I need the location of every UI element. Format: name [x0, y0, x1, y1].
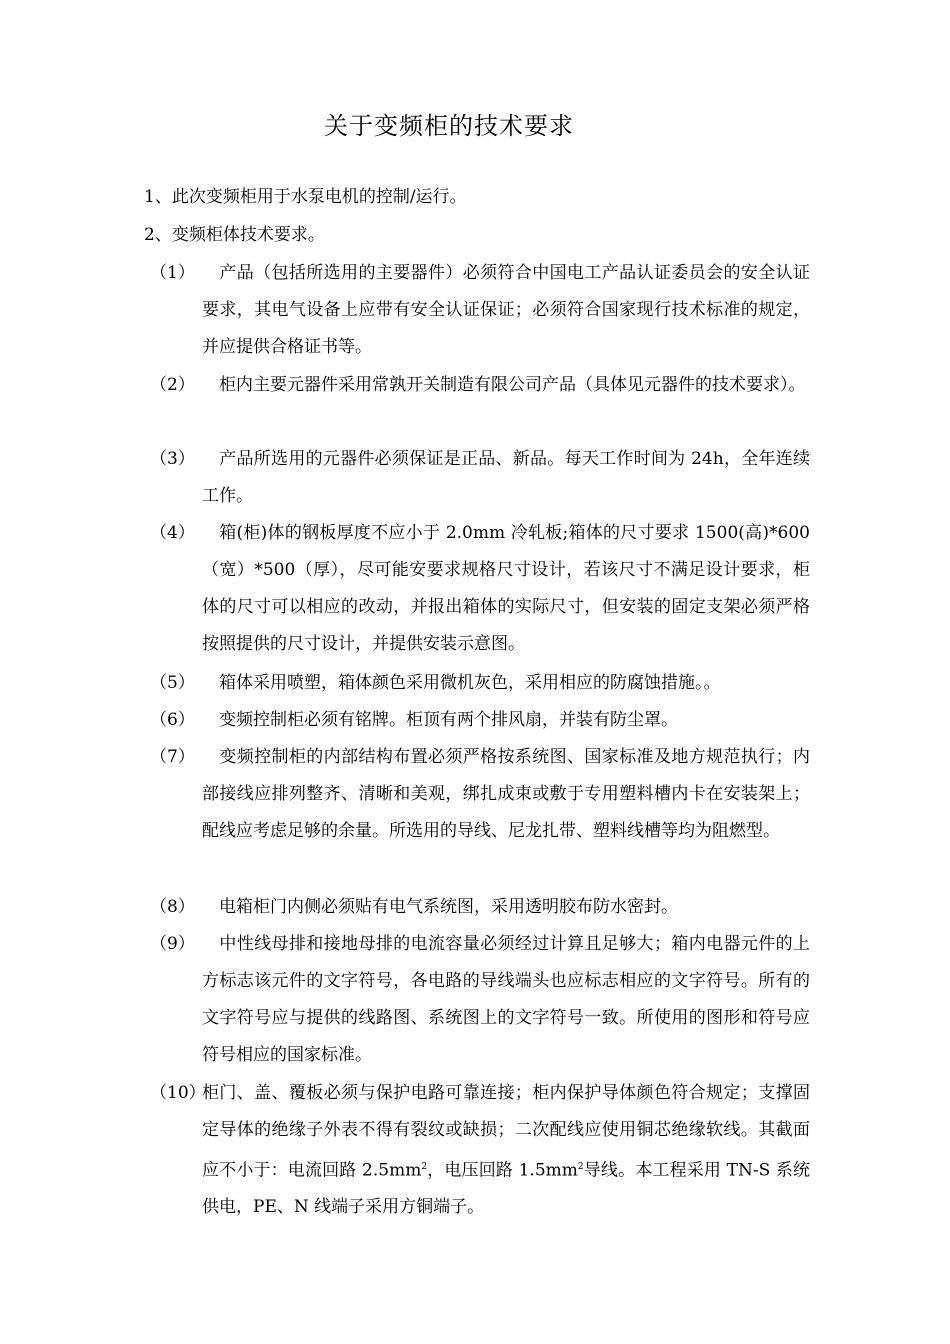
item-text — [202, 515, 810, 663]
item-text-rest: 件的上方标志该元件的文字符号，各电路的导线端头也应标志相应的文字符号。所有的文字符号应与提供的线路图、系统图上的文字符号一致。所使用的图形和符号应符号相应的国家标准。 — [202, 933, 810, 1065]
item-number: （6） — [150, 710, 195, 730]
item-text-lead: 箱体采用喷塑，箱体颜色采用微机灰色，采用相应的防腐蚀措施。。 — [202, 672, 721, 693]
item-number: （4） — [150, 523, 195, 543]
item-text-lead: 变频控制柜的内部结构布置必须严格按系统图、国家标准及地方规范执 — [202, 746, 759, 767]
item-text — [202, 702, 810, 739]
list-item — [150, 744, 810, 850]
item-text-lead: 变频控制柜必须有铭牌。柜顶有两个排风扇，并装有防尘罩。 — [202, 709, 678, 730]
item-number: （2） — [150, 375, 195, 395]
item-text-lead: 产品（包括所选用的主要器件）必须符合中国电工产品认证委员会的安 — [202, 262, 759, 283]
item-text-rest: *600（宽）*500（厚），尽可能安要求规格尺寸设计，若该尺寸不满足设计要求，柜体的尺寸可以相应的改动，并报出箱体的实际尺寸，但安装的固定支架必须严格按照提供的尺寸设计，并提供安装示意图。 — [202, 522, 810, 654]
item-text — [202, 1075, 810, 1227]
paragraph-1: 1、此次变频柜用于水泵电机的控制/运行。 — [144, 187, 467, 207]
item-text-lead: 中性线母排和接地母排的电流容量必须经过计算且足够大；箱内电器元 — [202, 933, 759, 954]
item-number: （1） — [150, 263, 195, 283]
item-number: （10） — [150, 1083, 206, 1103]
item-text-lead: 箱(柜)体的钢板厚度不应小于 2.0mm 冷轧板;箱体的尺寸要求 1500(高) — [202, 522, 770, 543]
list-item — [150, 670, 810, 702]
item-text — [202, 739, 810, 850]
item-text-rest: 全认证要求，其电气设备上应带有安全认证保证；必须符合国家现行技术标准的规定，并应提供合格证书等。 — [202, 262, 810, 357]
list-item — [150, 260, 810, 366]
paragraph-2: 2、变频柜体技术要求。 — [144, 225, 325, 245]
item-text-rest: 行；内部接线应排列整齐、清晰和美观，绑扎成束或敷于专用塑料槽内卡在安装架上；配线应考虑足够的余量。所选用的导线、尼龙扎带、塑料线槽等均为阻燃型。 — [202, 746, 810, 841]
item-number: （9） — [150, 934, 195, 954]
list-item — [150, 1080, 810, 1226]
item-text-rest: 要求）。 — [746, 374, 806, 395]
item-text-rest: 支撑固定导体的绝缘子外表不得有裂纹或缺损；二次配线应使用铜芯绝缘软线。其截面应不小于：电流回路 2.5mm — [202, 1082, 811, 1181]
item-text-lead: 产品所选用的元器件必须保证是正品、新品。每天工作时间为 24h，全 — [202, 448, 759, 469]
item-number: （3） — [150, 449, 195, 469]
superscript: 2 — [421, 1161, 428, 1172]
item-text-lead: 电箱柜门内侧必须贴有电气系统图，采用透明胶布防水密封。 — [202, 896, 678, 917]
item-number: （8） — [150, 897, 195, 917]
list-item — [150, 931, 810, 1074]
item-text — [202, 255, 810, 366]
item-text — [202, 889, 810, 926]
item-number: （7） — [150, 747, 195, 767]
item-text — [202, 441, 810, 515]
item-text — [202, 926, 810, 1074]
item-text-lead: 柜内主要元器件采用常孰开关制造有限公司产品（具体见元器件的技术 — [202, 374, 746, 395]
item-text-rest: 年连续工作。 — [202, 448, 810, 506]
list-item — [150, 707, 810, 739]
list-item — [150, 520, 810, 663]
list-item — [150, 372, 810, 404]
item-number: （5） — [150, 673, 195, 693]
document-title: 关于变频柜的技术要求 — [324, 112, 574, 140]
item-text-rest: ，电压回路 1.5mm — [427, 1160, 578, 1181]
item-text-lead: 柜门、盖、覆板必须与保护电路可靠连接；柜内保护导体颜色符合规定； — [202, 1082, 758, 1103]
list-item — [150, 446, 810, 515]
item-text — [202, 665, 810, 702]
superscript: 2 — [577, 1161, 584, 1172]
item-text — [202, 367, 810, 404]
item-text-rest: 导线。本工程采用 TN-S 系统供电，PE、N 线端子采用方铜端子。 — [202, 1160, 810, 1218]
list-item — [150, 894, 810, 926]
